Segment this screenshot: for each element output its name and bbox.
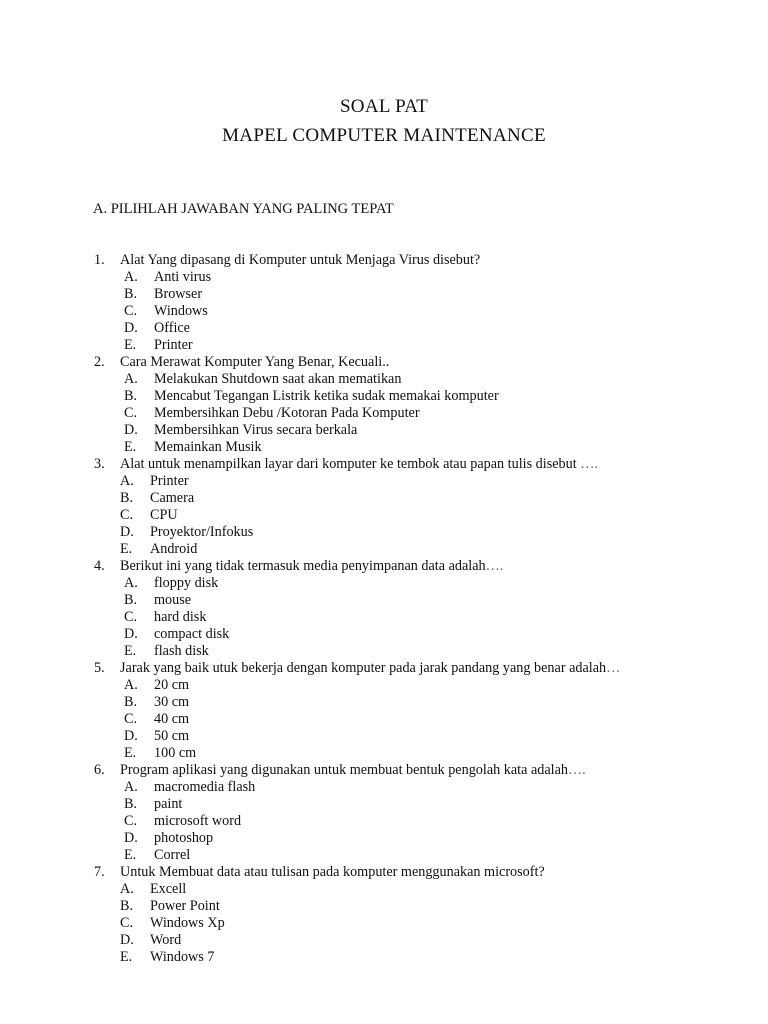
answer-option <box>0 320 768 337</box>
option-text: floppy disk <box>154 575 219 591</box>
option-text: Membersihkan Virus secara berkala <box>154 422 358 438</box>
answer-option <box>0 286 768 303</box>
question-3 <box>0 456 768 558</box>
answer-option <box>0 507 768 524</box>
question-number: 6. <box>94 762 105 778</box>
question-list <box>0 252 768 966</box>
option-text: Power Point <box>150 898 220 914</box>
answer-option <box>0 405 768 422</box>
answer-option <box>0 932 768 949</box>
option-letter: B. <box>124 694 138 710</box>
option-text: macromedia flash <box>154 779 256 795</box>
option-letter: C. <box>120 507 134 523</box>
option-letter: E. <box>124 337 137 353</box>
question-text: Alat Yang dipasang di Komputer untuk Menjaga Virus disebut? <box>120 252 481 268</box>
question-text: Jarak yang baik utuk bekerja dengan komputer pada jarak pandang yang benar adalah… <box>120 660 621 676</box>
option-text: Memainkan Musik <box>154 439 262 455</box>
question-5 <box>0 660 768 762</box>
answer-option <box>0 592 768 609</box>
answer-option <box>0 388 768 405</box>
option-text: 30 cm <box>154 694 190 710</box>
answer-option <box>0 881 768 898</box>
option-letter: A. <box>124 779 138 795</box>
option-text: mouse <box>154 592 192 608</box>
option-text: Mencabut Tegangan Listrik ketika sudak memakai komputer <box>154 388 499 404</box>
question-1 <box>0 252 768 354</box>
question-stem <box>0 252 768 269</box>
option-letter: D. <box>124 320 138 336</box>
question-number: 1. <box>94 252 105 268</box>
answer-option <box>0 575 768 592</box>
option-letter: D. <box>120 524 134 540</box>
option-text: photoshop <box>154 830 214 846</box>
option-letter: E. <box>124 439 137 455</box>
option-letter: D. <box>124 626 138 642</box>
question-6 <box>0 762 768 864</box>
option-text: Melakukan Shutdown saat akan mematikan <box>154 371 402 387</box>
answer-option <box>0 677 768 694</box>
question-stem <box>0 762 768 779</box>
option-text: Windows 7 <box>150 949 215 965</box>
option-letter: B. <box>124 796 138 812</box>
answer-option <box>0 949 768 966</box>
option-text: 50 cm <box>154 728 190 744</box>
option-letter: D. <box>120 932 134 948</box>
option-text: Android <box>150 541 198 557</box>
question-stem <box>0 354 768 371</box>
option-letter: E. <box>120 949 133 965</box>
answer-option <box>0 728 768 745</box>
option-letter: A. <box>124 575 138 591</box>
option-letter: E. <box>124 643 137 659</box>
option-letter: C. <box>124 813 138 829</box>
option-letter: E. <box>124 745 137 761</box>
answer-option <box>0 626 768 643</box>
answer-option <box>0 694 768 711</box>
answer-option <box>0 898 768 915</box>
option-text: 20 cm <box>154 677 190 693</box>
answer-option <box>0 813 768 830</box>
option-letter: C. <box>124 711 138 727</box>
option-text: 100 cm <box>154 745 197 761</box>
answer-option <box>0 473 768 490</box>
option-letter: C. <box>124 303 138 319</box>
option-letter: D. <box>124 830 138 846</box>
answer-option <box>0 711 768 728</box>
option-text: Membersihkan Debu /Kotoran Pada Komputer <box>154 405 420 421</box>
answer-option <box>0 609 768 626</box>
option-text: CPU <box>150 507 178 523</box>
question-number: 7. <box>94 864 105 880</box>
question-stem <box>0 456 768 473</box>
option-letter: C. <box>120 915 134 931</box>
question-stem <box>0 558 768 575</box>
question-stem <box>0 660 768 677</box>
question-number: 4. <box>94 558 105 574</box>
option-text: microsoft word <box>154 813 242 829</box>
option-letter: A. <box>124 677 138 693</box>
answer-option <box>0 779 768 796</box>
option-letter: B. <box>124 286 138 302</box>
option-letter: A. <box>120 473 134 489</box>
question-text: Untuk Membuat data atau tulisan pada komputer menggunakan microsoft? <box>120 864 545 880</box>
option-text: Word <box>150 932 182 948</box>
answer-option <box>0 643 768 660</box>
option-text: flash disk <box>154 643 209 659</box>
answer-option <box>0 745 768 762</box>
option-text: Windows Xp <box>150 915 225 931</box>
answer-option <box>0 847 768 864</box>
option-letter: E. <box>124 847 137 863</box>
question-text: Berikut ini yang tidak termasuk media penyimpanan data adalah…. <box>120 558 504 574</box>
option-letter: B. <box>120 898 134 914</box>
question-number: 5. <box>94 660 105 676</box>
answer-option <box>0 796 768 813</box>
question-number: 3. <box>94 456 105 472</box>
document-title: SOAL PAT <box>339 96 429 117</box>
question-2 <box>0 354 768 456</box>
option-letter: A. <box>120 881 134 897</box>
answer-option <box>0 490 768 507</box>
option-letter: A. <box>124 371 138 387</box>
answer-option <box>0 422 768 439</box>
question-4 <box>0 558 768 660</box>
option-text: hard disk <box>154 609 207 625</box>
option-text: Proyektor/Infokus <box>150 524 254 540</box>
option-text: Browser <box>154 286 203 302</box>
option-text: Windows <box>154 303 208 319</box>
option-letter: D. <box>124 422 138 438</box>
option-text: Correl <box>154 847 191 863</box>
option-letter: C. <box>124 609 138 625</box>
answer-option <box>0 337 768 354</box>
question-7 <box>0 864 768 966</box>
option-text: compact disk <box>154 626 230 642</box>
option-text: Camera <box>150 490 195 506</box>
option-letter: C. <box>124 405 138 421</box>
option-text: Excell <box>150 881 187 897</box>
question-text: Alat untuk menampilkan layar dari komputer ke tembok atau papan tulis disebut …. <box>120 456 598 472</box>
option-text: Anti virus <box>154 269 212 285</box>
option-text: 40 cm <box>154 711 190 727</box>
option-letter: B. <box>120 490 134 506</box>
option-letter: D. <box>124 728 138 744</box>
option-letter: B. <box>124 592 138 608</box>
answer-option <box>0 371 768 388</box>
answer-option <box>0 541 768 558</box>
answer-option <box>0 269 768 286</box>
answer-option <box>0 830 768 847</box>
answer-option <box>0 915 768 932</box>
option-text: Printer <box>154 337 193 353</box>
option-text: Printer <box>150 473 189 489</box>
option-letter: B. <box>124 388 138 404</box>
question-number: 2. <box>94 354 105 370</box>
question-stem <box>0 864 768 881</box>
option-letter: E. <box>120 541 133 557</box>
question-text: Program aplikasi yang digunakan untuk membuat bentuk pengolah kata adalah…. <box>120 762 586 778</box>
option-letter: A. <box>124 269 138 285</box>
answer-option <box>0 303 768 320</box>
option-text: Office <box>154 320 190 336</box>
document-subtitle: MAPEL COMPUTER MAINTENANCE <box>222 125 546 146</box>
question-text: Cara Merawat Komputer Yang Benar, Kecuali.. <box>120 354 390 370</box>
option-text: paint <box>154 796 183 812</box>
section-heading: A. PILIHLAH JAWABAN YANG PALING TEPAT <box>93 201 394 217</box>
answer-option <box>0 439 768 456</box>
answer-option <box>0 524 768 541</box>
